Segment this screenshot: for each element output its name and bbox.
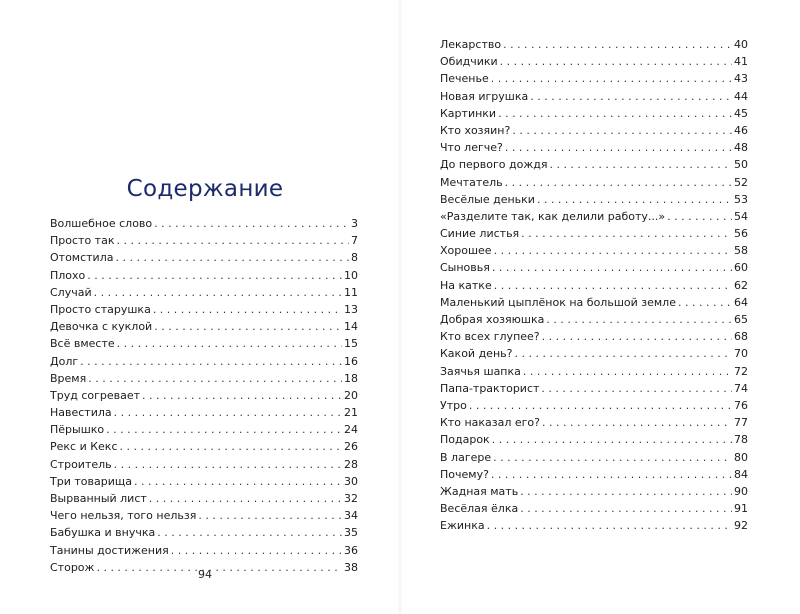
toc-dot-leader [549, 156, 732, 173]
toc-dot-leader [157, 524, 342, 541]
toc-entry-page: 20 [344, 388, 358, 402]
toc-entry-page: 52 [734, 175, 748, 189]
toc-entry-page: 70 [734, 347, 748, 361]
toc-dot-leader [541, 380, 732, 397]
toc-dot-leader [114, 404, 342, 421]
toc-entry-title: «Разделите так, как делили работу...» [440, 209, 666, 223]
toc-entry-title: Мечтатель [440, 175, 503, 189]
toc-entry-title: Лекарство [440, 38, 502, 51]
toc-dot-leader [198, 507, 342, 524]
toc-entry [50, 215, 358, 232]
toc-entry-page: 84 [734, 467, 748, 481]
toc-entry [440, 277, 748, 294]
toc-entry [50, 490, 358, 507]
toc-entry-page: 91 [734, 502, 748, 516]
toc-dot-leader [523, 363, 732, 380]
toc-entry [440, 225, 748, 242]
toc-entry-page: 38 [344, 560, 358, 574]
toc-entry-title: Хорошее [440, 244, 492, 258]
toc-entry-title: Чего нельзя, того нельзя [50, 509, 197, 523]
toc-entry-title: Картинки [440, 106, 497, 120]
toc-entry [50, 267, 358, 284]
toc-entry-title: Отомстила [50, 251, 114, 265]
toc-entry-title: Три товарища [50, 474, 132, 488]
toc-entry [50, 249, 358, 266]
toc-entry-title: Танины достижения [50, 543, 169, 557]
toc-entry [440, 311, 748, 328]
toc-entry-title: Вырванный лист [50, 492, 147, 505]
toc-entry-title: Случай [50, 285, 92, 299]
toc-dot-leader [521, 225, 732, 242]
toc-entry-title: Почему? [440, 467, 489, 481]
toc-entry [440, 259, 748, 276]
toc-entry-title: Волшебное слово [50, 217, 153, 230]
toc-entry [50, 335, 358, 352]
toc-entry-title: Весёлые деньки [440, 192, 535, 206]
toc-dot-leader [512, 122, 732, 139]
toc-entry-page: 21 [344, 406, 358, 420]
toc-entry-page: 11 [344, 285, 358, 299]
toc-entry-page: 15 [344, 337, 358, 351]
toc-entry [440, 191, 748, 208]
toc-entry-page: 74 [734, 381, 748, 395]
toc-entry-page: 80 [734, 450, 748, 464]
toc-entry-page: 50 [734, 158, 748, 172]
toc-entry [50, 542, 358, 559]
toc-dot-leader [491, 70, 732, 87]
toc-entry-page: 30 [344, 474, 358, 488]
page-number: 94 [198, 568, 212, 581]
toc-dot-leader [492, 259, 732, 276]
toc-entry [440, 139, 748, 156]
toc-entry [50, 232, 358, 249]
toc-dot-leader [80, 353, 342, 370]
toc-entry-page: 62 [734, 278, 748, 292]
toc-entry-page: 40 [734, 38, 748, 51]
toc-dot-leader [154, 318, 342, 335]
toc-entry [50, 524, 358, 541]
toc-dot-leader [667, 208, 732, 225]
toc-entry-page: 3 [351, 217, 358, 230]
toc-entry-title: Рекс и Кекс [50, 440, 118, 454]
toc-entry-page: 53 [734, 192, 748, 206]
toc-entry [440, 414, 748, 431]
toc-entry [440, 466, 748, 483]
toc-entry-title: Кто наказал его? [440, 416, 540, 430]
toc-entry-title: Кто хозяин? [440, 123, 511, 137]
toc-entry [50, 421, 358, 438]
toc-dot-leader [154, 215, 349, 232]
toc-entry [50, 318, 358, 335]
toc-entry-page: 54 [734, 209, 748, 223]
toc-entry-page: 76 [734, 398, 748, 412]
toc-dot-leader [542, 414, 732, 431]
left-page [50, 0, 360, 614]
page-title: Содержание [126, 176, 284, 202]
toc-entry-page: 43 [734, 72, 748, 86]
toc-dot-leader [494, 242, 732, 259]
toc-entry [440, 449, 748, 466]
toc-entry-page: 28 [344, 457, 358, 471]
toc-entry-page: 65 [734, 313, 748, 326]
toc-entry-page: 18 [344, 371, 358, 385]
toc-entry [50, 456, 358, 473]
toc-entry-page: 56 [734, 227, 748, 241]
toc-entry [440, 70, 748, 87]
toc-entry [440, 156, 748, 173]
toc-dot-leader [117, 335, 342, 352]
toc-entry-page: 13 [344, 302, 358, 316]
book-gutter [398, 0, 402, 614]
toc-entry-title: Добрая хозяюшка [440, 313, 545, 326]
toc-entry [50, 473, 358, 490]
toc-entry-page: 90 [734, 484, 748, 498]
toc-entry-title: Утро [440, 398, 467, 412]
toc-dot-leader [520, 483, 732, 500]
toc-entry-page: 77 [734, 416, 748, 430]
toc-entry-title: Ежинка [440, 519, 485, 533]
toc-entry-title: В лагере [440, 450, 492, 464]
toc-entry [50, 284, 358, 301]
toc-dot-leader [542, 328, 732, 345]
toc-dot-leader [498, 105, 732, 122]
toc-entry-title: Жадная мать [440, 484, 519, 498]
toc-entry-page: 26 [344, 440, 358, 454]
toc-entry-title: Новая игрушка [440, 89, 529, 103]
toc-entry-title: Девочка с куклой [50, 320, 153, 334]
toc-entry [440, 208, 748, 225]
toc-dot-leader [87, 267, 342, 284]
toc-entry-page: 36 [344, 543, 358, 557]
toc-entry-page: 34 [344, 509, 358, 523]
toc-entry-page: 44 [734, 89, 748, 103]
toc-dot-leader [116, 232, 349, 249]
toc-entry-title: Обидчики [440, 55, 498, 69]
toc-list-left [50, 215, 358, 576]
toc-entry [50, 404, 358, 421]
toc-entry [440, 363, 748, 380]
toc-entry-title: Заячья шапка [440, 364, 521, 378]
toc-dot-leader [487, 517, 732, 534]
toc-entry-page: 78 [734, 433, 748, 447]
toc-entry-page: 24 [344, 423, 358, 437]
toc-list-right [440, 36, 748, 534]
toc-entry-page: 68 [734, 330, 748, 344]
toc-entry [440, 517, 748, 534]
toc-dot-leader [546, 311, 732, 328]
toc-entry-title: Плохо [50, 268, 86, 282]
toc-entry-title: Просто старушка [50, 302, 151, 316]
toc-entry-page: 48 [734, 141, 748, 155]
toc-entry-title: Папа-тракторист [440, 381, 540, 395]
toc-dot-leader [505, 174, 732, 191]
toc-entry-page: 58 [734, 244, 748, 258]
toc-entry-title: Какой день? [440, 347, 513, 361]
toc-entry [440, 328, 748, 345]
toc-entry [440, 431, 748, 448]
toc-entry-page: 32 [344, 492, 358, 505]
toc-entry-title: Долг [50, 354, 79, 368]
toc-entry [440, 88, 748, 105]
toc-entry [440, 174, 748, 191]
toc-dot-leader [134, 473, 342, 490]
toc-dot-leader [520, 500, 732, 517]
toc-entry-title: Строитель [50, 457, 112, 471]
toc-entry-page: 16 [344, 354, 358, 368]
toc-entry-title: Сыновья [440, 261, 490, 275]
toc-entry-page: 14 [344, 320, 358, 334]
toc-entry [440, 53, 748, 70]
toc-entry [440, 242, 748, 259]
toc-entry-page: 92 [734, 519, 748, 533]
toc-entry [50, 301, 358, 318]
toc-entry-title: Навестила [50, 406, 112, 420]
toc-entry [440, 294, 748, 311]
toc-entry-page: 41 [734, 55, 748, 69]
toc-dot-leader [115, 249, 349, 266]
toc-entry-title: Весёлая ёлка [440, 502, 519, 516]
toc-entry-title: Подарок [440, 433, 490, 447]
toc-entry [440, 483, 748, 500]
toc-dot-leader [106, 421, 342, 438]
toc-dot-leader [492, 431, 732, 448]
toc-entry [50, 507, 358, 524]
toc-dot-leader [505, 139, 732, 156]
toc-entry-page: 60 [734, 261, 748, 275]
toc-entry-title: До первого дождя [440, 158, 548, 172]
toc-dot-leader [120, 438, 342, 455]
toc-entry [440, 397, 748, 414]
toc-entry-title: Пёрышко [50, 423, 105, 437]
toc-dot-leader [500, 53, 732, 70]
toc-entry-title: Время [50, 371, 87, 385]
toc-entry-page: 64 [734, 295, 748, 309]
toc-entry [440, 380, 748, 397]
toc-dot-leader [493, 449, 732, 466]
toc-entry-page: 7 [351, 234, 358, 248]
toc-dot-leader [94, 284, 342, 301]
toc-entry [440, 105, 748, 122]
toc-entry-title: Труд согревает [50, 388, 141, 402]
toc-dot-leader [142, 387, 342, 404]
toc-dot-leader [503, 36, 732, 53]
toc-entry-title: Маленький цыплёнок на большой земле [440, 295, 676, 309]
toc-entry-page: 35 [344, 526, 358, 540]
toc-entry [440, 36, 748, 53]
toc-entry-title: Всё вместе [50, 337, 115, 351]
toc-entry-title: Синие листья [440, 227, 520, 241]
toc-dot-leader [530, 88, 732, 105]
toc-entry [440, 345, 748, 362]
toc-entry-title: Бабушка и внучка [50, 526, 156, 540]
toc-entry-page: 45 [734, 106, 748, 120]
toc-entry [440, 500, 748, 517]
toc-entry-title: Просто так [50, 234, 115, 248]
toc-entry-page: 8 [351, 251, 358, 265]
right-page [440, 0, 750, 614]
toc-dot-leader [491, 466, 732, 483]
toc-entry-page: 46 [734, 123, 748, 137]
toc-dot-leader [88, 370, 342, 387]
toc-dot-leader [494, 277, 732, 294]
toc-entry [50, 387, 358, 404]
toc-dot-leader [171, 542, 342, 559]
toc-entry-title: Что легче? [440, 141, 503, 155]
toc-entry-page: 10 [344, 268, 358, 282]
toc-entry-title: Сторож [50, 560, 95, 574]
toc-dot-leader [537, 191, 732, 208]
toc-dot-leader [149, 490, 342, 507]
toc-dot-leader [114, 456, 342, 473]
toc-entry [50, 438, 358, 455]
toc-entry-title: Печенье [440, 72, 489, 86]
toc-dot-leader [514, 345, 732, 362]
toc-entry-title: Кто всех глупее? [440, 330, 540, 344]
toc-entry [50, 370, 358, 387]
toc-entry [50, 353, 358, 370]
toc-dot-leader [469, 397, 732, 414]
toc-dot-leader [153, 301, 342, 318]
toc-entry [440, 122, 748, 139]
toc-entry-page: 72 [734, 364, 748, 378]
toc-entry-title: На катке [440, 278, 492, 292]
toc-dot-leader [678, 294, 732, 311]
